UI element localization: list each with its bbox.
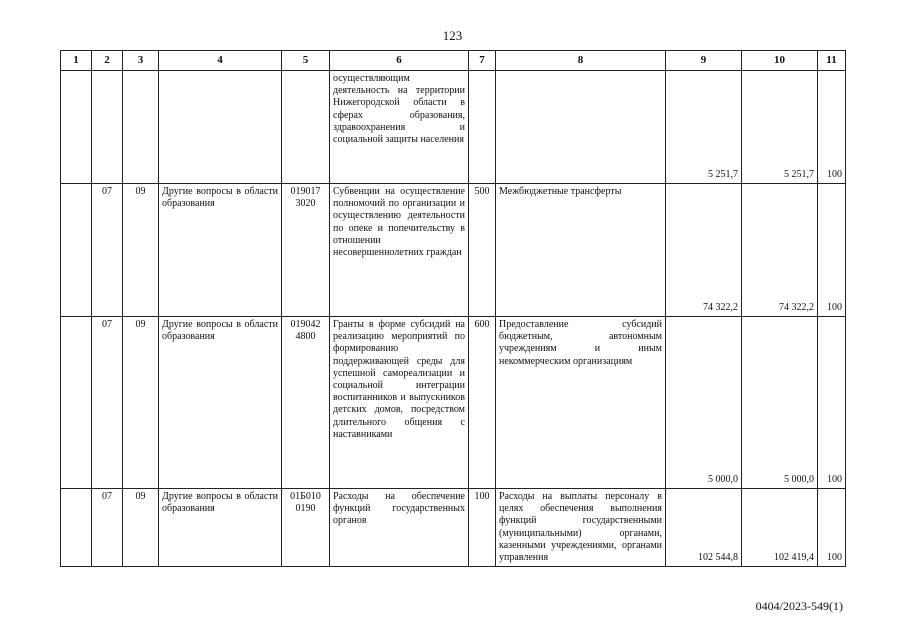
cell-percent: 100	[818, 71, 846, 184]
column-header: 4	[159, 51, 282, 71]
cell-percent: 100	[818, 489, 846, 567]
cell-expense-type: 600	[469, 317, 496, 489]
cell-target-article: 019042 4800	[282, 317, 330, 489]
cell-expense-type	[469, 71, 496, 184]
cell-planned: 5 251,7	[666, 71, 742, 184]
column-header: 10	[742, 51, 818, 71]
cell-expense-type-name: Предоставление субсидий бюджетным, автономным учреждениям и иным некоммерческим организациям	[496, 317, 666, 489]
page-number: 123	[442, 28, 463, 43]
cell-expense-type: 100	[469, 489, 496, 567]
cell-subsection: 09	[123, 489, 159, 567]
cell-expense-type: 500	[469, 184, 496, 317]
column-header: 5	[282, 51, 330, 71]
column-header: 6	[330, 51, 469, 71]
cell-section: 07	[92, 317, 123, 489]
cell-article-name: Субвенции на осуществление полномочий по организации и осуществлению деятельности по опеке и попечительству в отношении несовершеннолетних граждан	[330, 184, 469, 317]
cell-target-article: 01Б010 0190	[282, 489, 330, 567]
column-header: 7	[469, 51, 496, 71]
cell-article-name: Расходы на обеспечение функций государственных органов	[330, 489, 469, 567]
cell-executed: 5 000,0	[742, 317, 818, 489]
cell-subsection	[123, 71, 159, 184]
cell-col1	[61, 71, 92, 184]
cell-section: 07	[92, 184, 123, 317]
table-row	[61, 184, 846, 317]
cell-planned: 102 544,8	[666, 489, 742, 567]
column-header: 3	[123, 51, 159, 71]
column-header: 11	[818, 51, 846, 71]
column-header: 8	[496, 51, 666, 71]
cell-col1	[61, 317, 92, 489]
cell-section-name: Другие вопросы в области образования	[159, 489, 282, 567]
cell-expense-type-name: Межбюджетные трансферты	[496, 184, 666, 317]
cell-executed: 74 322,2	[742, 184, 818, 317]
cell-expense-type-name: Расходы на выплаты персоналу в целях обеспечения выполнения функций государственными (муниципальными) органами, казенными учреждениями, органами управления	[496, 489, 666, 567]
table-row	[61, 317, 846, 489]
cell-target-article: 019017 3020	[282, 184, 330, 317]
cell-subsection: 09	[123, 184, 159, 317]
column-header: 2	[92, 51, 123, 71]
cell-expense-type-name	[496, 71, 666, 184]
cell-planned: 5 000,0	[666, 317, 742, 489]
cell-section	[92, 71, 123, 184]
cell-section-name: Другие вопросы в области образования	[159, 317, 282, 489]
cell-section-name	[159, 71, 282, 184]
cell-percent: 100	[818, 184, 846, 317]
cell-executed: 102 419,4	[742, 489, 818, 567]
cell-section: 07	[92, 489, 123, 567]
column-header: 9	[666, 51, 742, 71]
cell-col1	[61, 489, 92, 567]
cell-col1	[61, 184, 92, 317]
table-row	[61, 489, 846, 567]
cell-percent: 100	[818, 317, 846, 489]
document-code: 0404/2023-549(1)	[755, 599, 843, 613]
cell-article-name: Гранты в форме субсидий на реализацию мероприятий по формированию поддерживающей среды для успешной самореализации и социальной интеграции воспитанников и выпускников детских домов, посредством длительного общения с наставниками	[330, 317, 469, 489]
cell-planned: 74 322,2	[666, 184, 742, 317]
column-header: 1	[61, 51, 92, 71]
budget-table	[60, 50, 846, 567]
header-row	[61, 51, 846, 71]
cell-subsection: 09	[123, 317, 159, 489]
table-row	[61, 71, 846, 184]
cell-section-name: Другие вопросы в области образования	[159, 184, 282, 317]
cell-target-article	[282, 71, 330, 184]
cell-executed: 5 251,7	[742, 71, 818, 184]
cell-article-name: осуществляющим деятельность на территории Нижегородской области в сферах образования, здравоохранения и социальной защиты населения	[330, 71, 469, 184]
